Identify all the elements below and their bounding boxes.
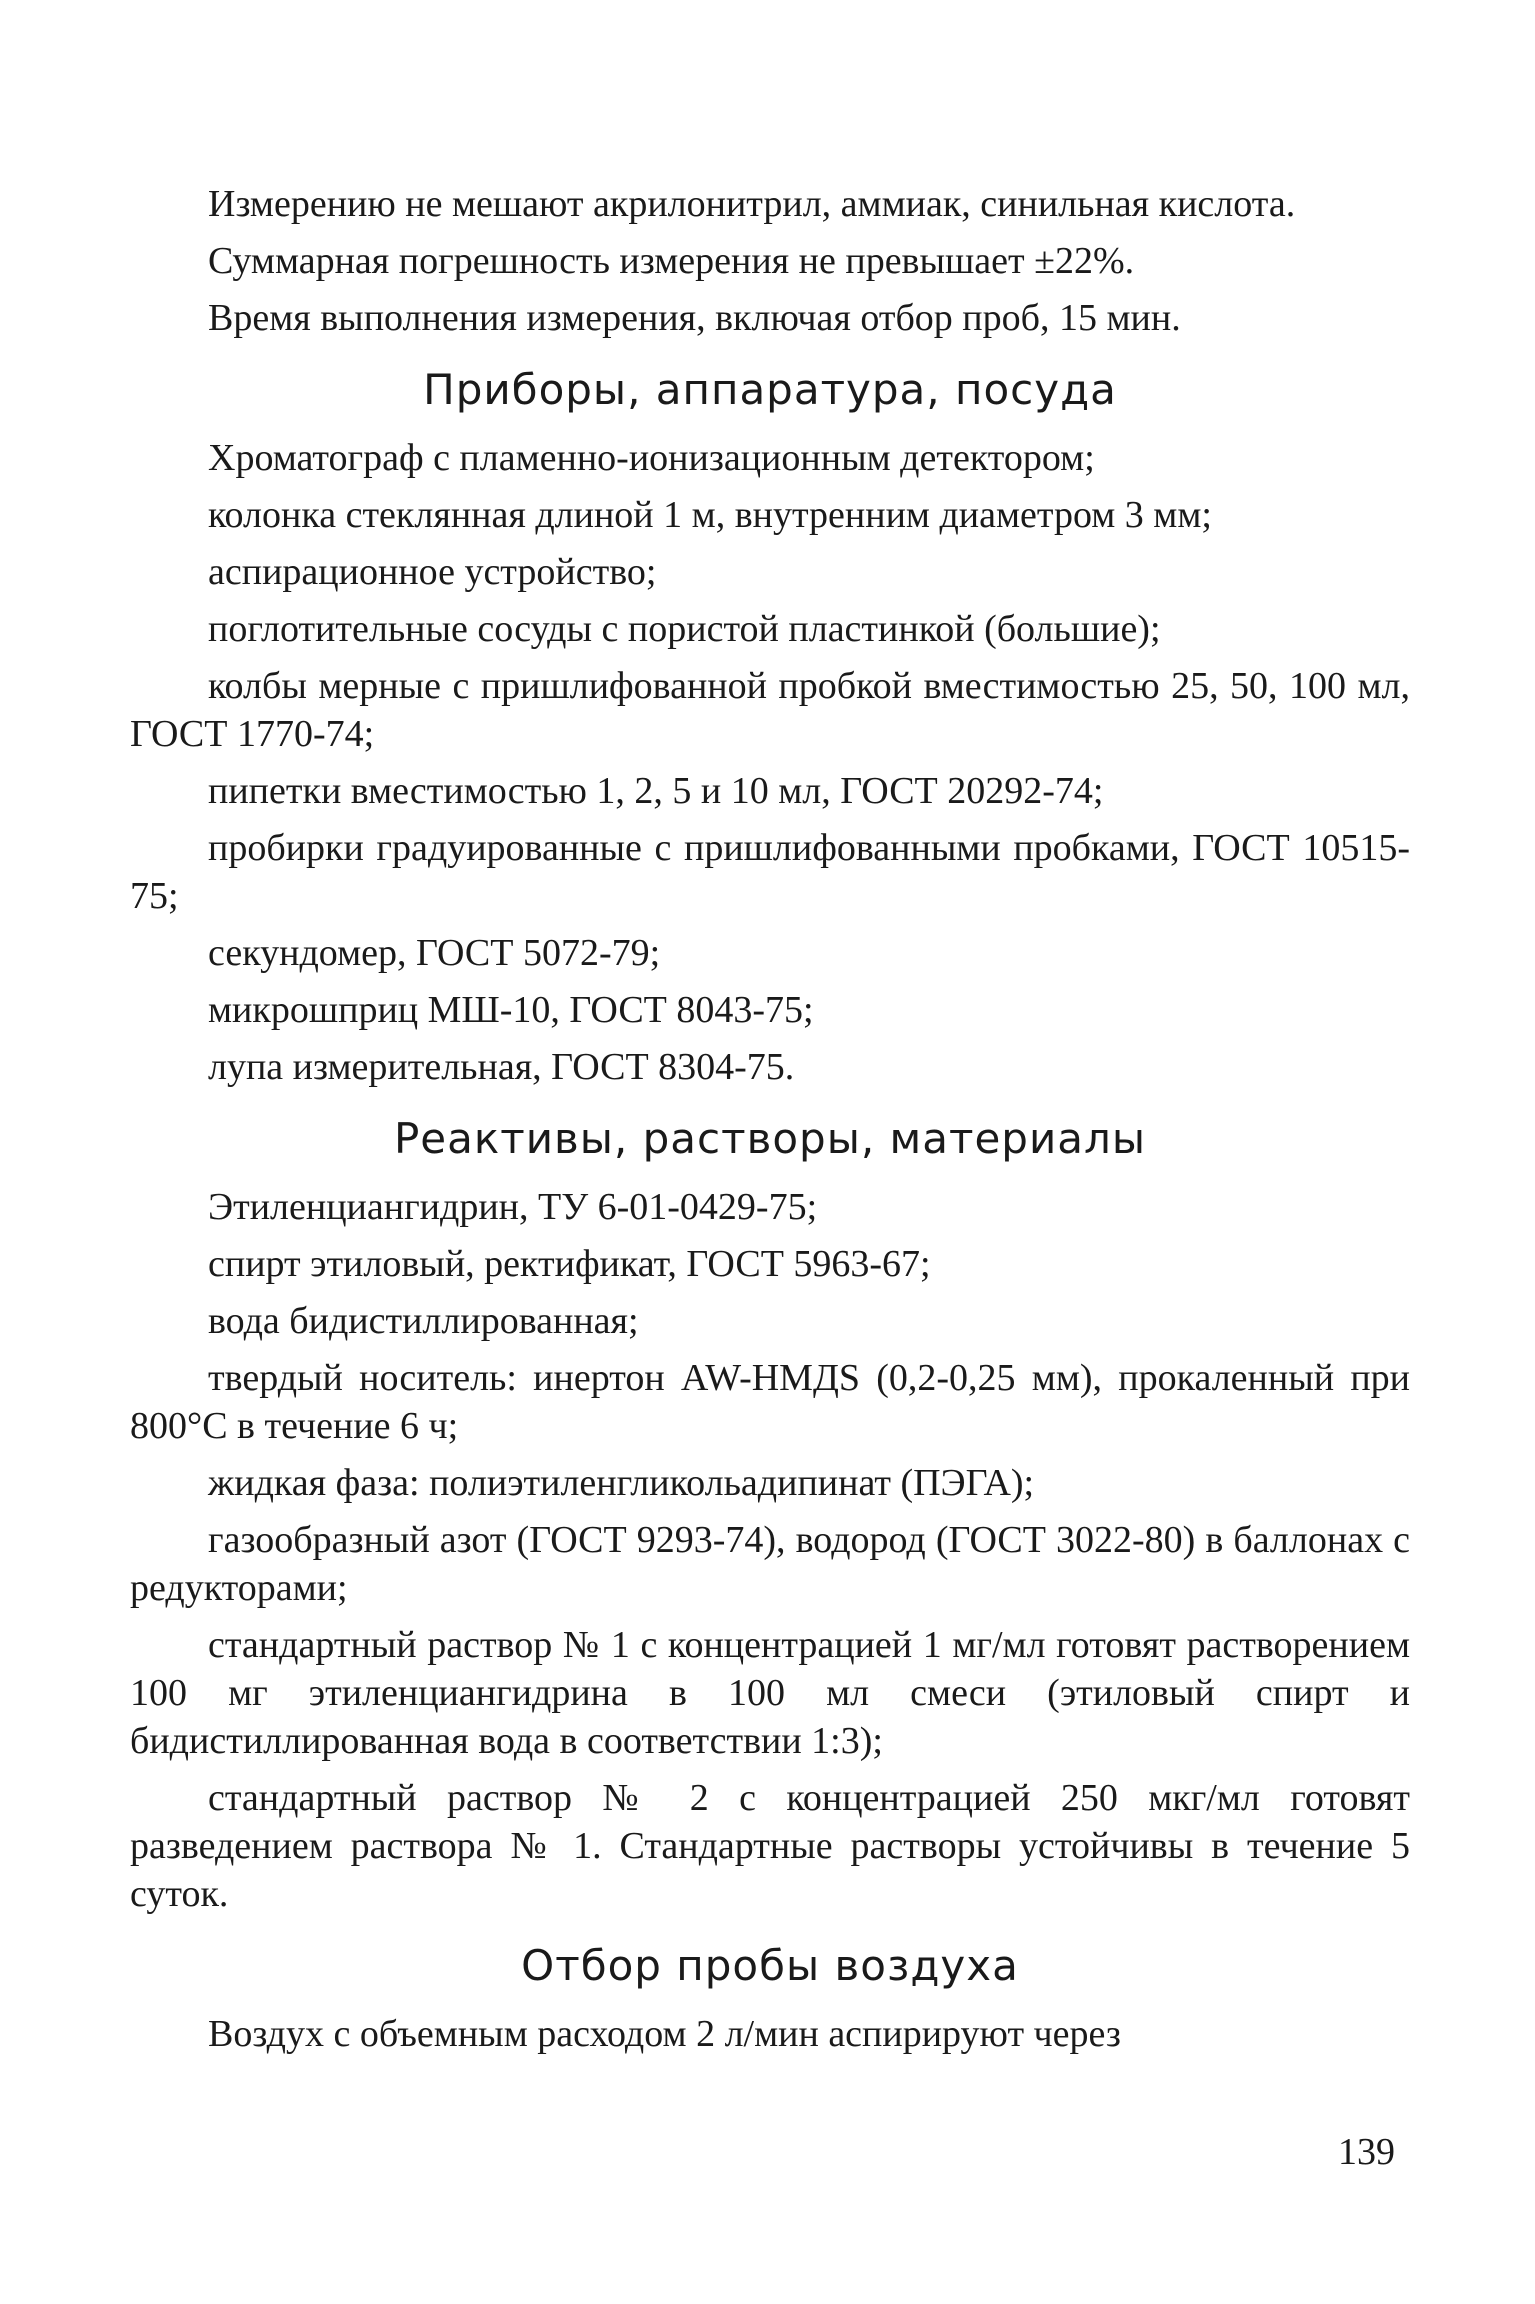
paragraph-time: Время выполнения измерения, включая отбор проб, 15 мин. <box>208 297 1181 339</box>
list-item: твердый носитель: инертон AW-HMДS (0,2-0,25 мм), прокаленный при 800°С в течение 6 ч; <box>130 1357 1410 1447</box>
heading-equipment: Приборы, аппаратура, посуда <box>423 365 1117 414</box>
list-item: колбы мерные с пришлифованной пробкой вместимостью 25, 50, 100 мл, ГОСТ 1770-74; <box>130 665 1410 755</box>
list-item: поглотительные сосуды с пористой пластинкой (большие); <box>208 608 1161 650</box>
list-item: стандартный раствор № 2 с концентрацией 250 мкг/мл готовят разведением раствора № 1. Стандартные растворы устойчивы в течение 5 суток. <box>130 1777 1410 1915</box>
list-item: газообразный азот (ГОСТ 9293-74), водород (ГОСТ 3022-80) в баллонах с редукторами; <box>130 1519 1410 1609</box>
list-item: секундомер, ГОСТ 5072-79; <box>208 932 661 974</box>
paragraph-error: Суммарная погрешность измерения не превышает ±22%. <box>208 240 1135 282</box>
list-item: колонка стеклянная длиной 1 м, внутренним диаметром 3 мм; <box>208 494 1212 536</box>
list-item: аспирационное устройство; <box>208 551 657 593</box>
list-item: лупа измерительная, ГОСТ 8304-75. <box>208 1046 795 1088</box>
list-item: микрошприц МШ-10, ГОСТ 8043-75; <box>208 989 814 1031</box>
heading-air-sampling: Отбор пробы воздуха <box>521 1941 1019 1990</box>
document-body <box>130 180 1410 2067</box>
list-item: жидкая фаза: полиэтиленгликольадипинат (ПЭГА); <box>208 1462 1035 1504</box>
list-item: пипетки вместимостью 1, 2, 5 и 10 мл, ГОСТ 20292-74; <box>208 770 1104 812</box>
page-number: 139 <box>1338 2131 1395 2173</box>
list-item: Этиленциангидрин, ТУ 6-01-0429-75; <box>208 1186 818 1228</box>
paragraph-sampling: Воздух с объемным расходом 2 л/мин аспирируют через <box>208 2013 1121 2055</box>
list-item: Хроматограф с пламенно-ионизационным детектором; <box>208 437 1095 479</box>
list-item: спирт этиловый, ректификат, ГОСТ 5963-67; <box>208 1243 931 1285</box>
list-item: вода бидистиллированная; <box>208 1300 639 1342</box>
paragraph-interference: Измерению не мешают акрилонитрил, аммиак, синильная кислота. <box>208 183 1296 225</box>
list-item: пробирки градуированные с пришлифованными пробками, ГОСТ 10515-75; <box>130 827 1410 917</box>
heading-reagents: Реактивы, растворы, материалы <box>393 1114 1146 1163</box>
list-item: стандартный раствор № 1 с концентрацией 1 мг/мл готовят растворением 100 мг этиленциангидрина в 100 мл смеси (этиловый спирт и бидистиллированная вода в соответствии 1:3); <box>130 1624 1410 1762</box>
